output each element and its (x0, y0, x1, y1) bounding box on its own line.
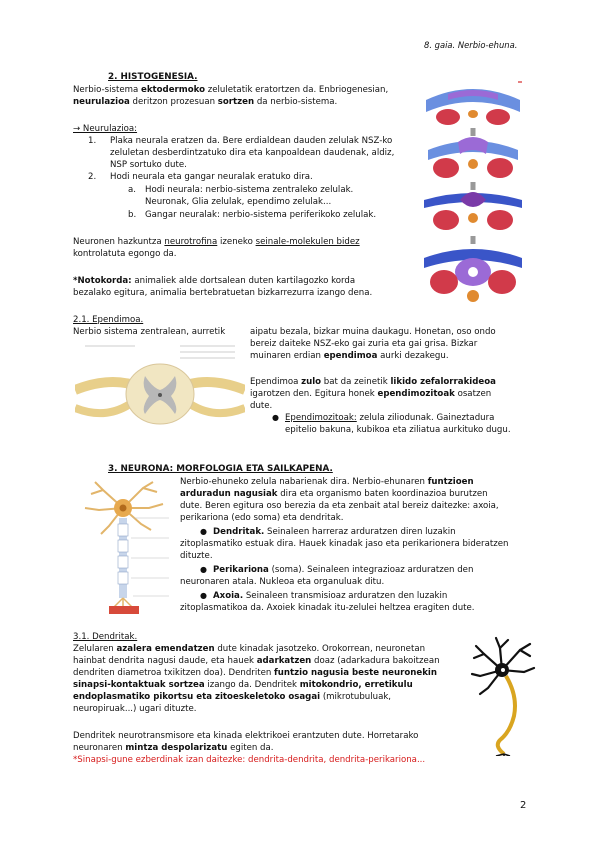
neuron-silhouette (470, 636, 536, 756)
perikariona-bullet-line2: neuronaren atala. Nukleoa eta organuluak ditu. (180, 577, 385, 587)
step2a-letter: a. (128, 185, 136, 195)
step2b-letter: b. (128, 210, 137, 220)
step2a-line1: Hodi neurala: nerbio-sistema zentraleko zelulak. (145, 185, 354, 195)
section-heading-histogenesia: 2. HISTOGENESIA. (108, 72, 198, 82)
step1-number: 1. (88, 136, 97, 146)
page-number: 2 (520, 800, 527, 811)
neurona-line3: dute. Beren egitura oso berezia da eta zenbait atal bereiz daitezke: axoia, (180, 501, 499, 511)
spinal-cord-diagram (75, 338, 245, 442)
axoia-bullet-line1: Axoia. Seinaleen transmisioaz arduratzen den luzakin (213, 591, 448, 601)
page-header: 8. gaia. Nerbio-ehuna. (424, 40, 518, 50)
neurulazioa-label: → Neurulazioa: (73, 124, 138, 134)
step1-line1: Plaka neurala eratzen da. Bere erdialdean dauden zelulak NSZ-ko (110, 136, 393, 146)
notokorda-line2: bezalako egitura, animalia bertebratuetan bizkarrezurra izango dena. (73, 288, 373, 298)
histogenesia-intro-line1: Nerbio-sistema ektodermoko zeluletatik eratortzen da. Enbriogenesian, (73, 85, 389, 95)
dendritak-bullet-line2: zitoplasmatiko estuak dira. Hauek kinadak jaso eta perikarionera bideratzen (180, 539, 509, 549)
ependimoa-line1a: Nerbio sistema zentralean, aurretik (73, 327, 226, 337)
dendritak-p2-line2: neuronaren mintza despolarizatu egiten da. (73, 743, 274, 753)
dendritak-line4: sinapsi-kontaktuak sortzea izango da. Dendritek mitokondrio, erretikulu (73, 680, 413, 690)
histogenesia-intro-line2: neurulazioa deritzon prozesuan sortzen da nerbio-sistema. (73, 97, 338, 107)
step1-line3: NSP sortuko dute. (110, 160, 187, 170)
neurotrofina-line1: Neuronen hazkuntza neurotrofina izeneko seinale-molekulen bidez (73, 237, 360, 247)
bullet-icon: ● (272, 413, 279, 422)
dendritak-bullet-line1: Dendritak. Seinaleen harreraz arduratzen diren luzakin (213, 527, 456, 537)
dendritak-line2: hainbat dendrita nagusi daude, eta hauek adarkatzen doaz (adarkadura bakoitzean (73, 656, 440, 666)
section-heading-dendritak: 3.1. Dendritak. (73, 632, 138, 642)
neuron-diagram (73, 478, 177, 618)
section-heading-ependimoa: 2.1. Ependimoa. (73, 315, 144, 325)
bullet-icon: ● (200, 591, 207, 600)
dendritak-bullet-line3: dituzte. (180, 551, 213, 561)
ependimoa-p2-line3: dute. (250, 401, 273, 411)
ependimozitoak-line1: Ependimozitoak: zelula ziliodunak. Gaineztadura (285, 413, 495, 423)
ependimoa-p2-line1: Ependimoa zulo bat da zeinetik likido zefalorrakideoa (250, 377, 496, 387)
neurotrofina-line2: kontrolatuta egongo da. (73, 249, 177, 259)
dendritak-line6: neuropiruak...) ugari dituzte. (73, 704, 197, 714)
ependimoa-line1b: aipatu bezala, bizkar muina daukagu. Honetan, oso ondo (250, 327, 496, 337)
ependimoa-line3: muinaren erdian ependimoa aurki dezakegu. (250, 351, 449, 361)
sinapsi-red-note: *Sinapsi-gune ezberdinak izan daitezke: dendrita-dendrita, dendrita-perikariona... (73, 755, 426, 765)
step1-line2: zeluletan desberdintzatuko dira eta kanpoaldean daudenak, aldiz, (110, 148, 395, 158)
notokorda-line1: *Notokorda: animaliek alde dortsalean duten kartilagozko korda (73, 276, 356, 286)
dendritak-p2-line1: Dendritek neurotransmisore eta kinada elektrikoei erantzuten dute. Horretarako (73, 731, 419, 741)
neurona-line4: perikariona (edo soma) eta dendritak. (180, 513, 344, 523)
step2-number: 2. (88, 172, 97, 182)
ependimoa-p2-line2: igarotzen den. Egitura honek ependimozitoak osatzen (250, 389, 492, 399)
step2a-line2: Neuronak, Glia zelulak, ependimo zelulak... (145, 197, 332, 207)
step2b-line1: Gangar neuralak: nerbio-sistema periferikoko zelulak. (145, 210, 377, 220)
ependimozitoak-line2: epitelio bakuna, kubikoa eta ziliatua aurkituko dugu. (285, 425, 511, 435)
step2-line1: Hodi neurala eta gangar neuralak eratuko dira. (110, 172, 313, 182)
bullet-icon: ● (200, 527, 207, 536)
ependimoa-line2: bereiz daiteke NSZ-eko gai zuria eta gai grisa. Bizkar (250, 339, 478, 349)
dendritak-line5: endoplasmatiko pikortsu eta zitoeskeletoko osagai (mikrotubuluak, (73, 692, 392, 702)
dendritak-line1: Zelularen azalera emendatzen dute kinadak jasotzeko. Orokorrean, neuronetan (73, 644, 426, 654)
bullet-icon: ● (200, 565, 207, 574)
neurona-line2: arduradun nagusiak dira eta organismo baten koordinazioa burutzen (180, 489, 488, 499)
axoia-bullet-line2: zitoplasmatikoa da. Axoiek kinadak itu-zelulei heltzea eragiten dute. (180, 603, 475, 613)
central-canal-icon (158, 393, 162, 397)
dendritak-line3: dendriten diametroa txikitzen doa). Dendriten funtzio nagusia beste neuronekin (73, 668, 437, 678)
neurona-line1: Nerbio-ehuneko zelula nabarienak dira. Nerbio-ehunaren funtzioen (180, 477, 474, 487)
neurulation-diagram (418, 72, 528, 308)
perikariona-bullet-line1: Perikariona (soma). Seinaleen integrazioaz arduratzen den (213, 565, 474, 575)
section-heading-neurona: 3. NEURONA: MORFOLOGIA ETA SAILKAPENA. (108, 464, 333, 474)
